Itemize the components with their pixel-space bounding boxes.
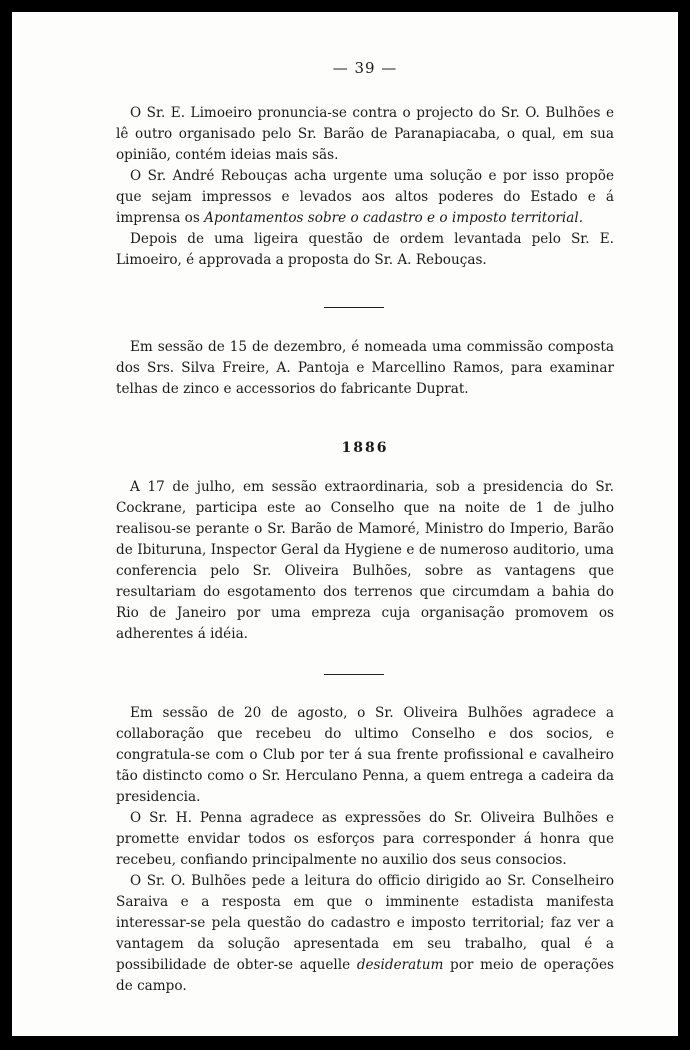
section-first (116, 103, 614, 271)
section-second (116, 337, 614, 400)
page-number: — 39 — (332, 59, 398, 77)
paragraph-conference: A 17 de julho, em sessão extraordinaria, sob a presidencia do Sr. Cockrane, participa este ao Conselho que na noite de 1 de julho realisou-se perante o Sr. Barão de Mamoré, Ministro do Imperio, Barão de Ibituruna, Inspector Geral da Hygiene e de numeroso auditorio, uma conferencia pelo Sr. Oliveira Bulhões, sobre as vantagens que resultariam do esgotamento dos terrenos que circumdam a bahia do Rio de Janeiro por uma empreza cuja organisação promovem os adherentes á idéia. (116, 479, 614, 642)
paragraph-limoeiro: O Sr. E. Limoeiro pronuncia-se contra o projecto do Sr. O. Bulhões e lê outro organisado pelo Sr. Barão de Paranapiacaba, o qual, em sua opinião, contém ideias mais sãs. (116, 105, 614, 163)
document-page (12, 12, 678, 1036)
section-divider (324, 307, 384, 308)
paragraph-saraiva-text: O Sr. O. Bulhões pede a leitura do officio dirigido ao Sr. Conselheiro Saraiva e a resposta em que o imminente estadista manifesta interessar-se pela questão do cadastro e imposto territorial; faz ver a vantagem da solução apresentada em seu trabalho, qual é a possibilidade de obter-se aquelle (116, 873, 614, 973)
section-third (116, 477, 614, 645)
paragraph-penna: O Sr. H. Penna agradece as expressões do Sr. Oliveira Bulhões e promette envidar todos os esforços para corresponder á honra que recebeu, confiando principalmente no auxilio dos seus consocios. (116, 810, 614, 868)
desideratum-term: desideratum (356, 957, 444, 973)
paragraph-commission: Em sessão de 15 de dezembro, é nomeada uma commissão composta dos Srs. Silva Freire, A. Pantoja e Marcellino Ramos, para examinar telhas de zinco e accessorios do fabricante Duprat. (116, 339, 614, 397)
section-divider-2 (324, 674, 384, 675)
paragraph-saraiva (116, 871, 614, 997)
paragraph-reboucas-text: O Sr. André Rebouças acha urgente uma solução e por isso propõe que sejam impressos e levados aos altos poderes do Estado e á imprensa os (116, 168, 614, 226)
paragraph-bulhoes-thanks: Em sessão de 20 de agosto, o Sr. Oliveira Bulhões agradece a collaboração que recebeu do ultimo Conselho e dos socios, e congratula-se com o Club por ter á sua frente profissional e cavalheiro tão distincto como o Sr. Herculano Penna, a quem entrega a cadeira da presidencia. (116, 705, 614, 805)
paragraph-saraiva-end: por meio de operações de campo. (116, 957, 615, 994)
section-fourth (116, 703, 614, 997)
paragraph-reboucas (116, 166, 614, 229)
year-heading: 1886 (341, 440, 389, 456)
paragraph-approval: Depois de uma ligeira questão de ordem levantada pelo Sr. E. Limoeiro, é approvada a proposta do Sr. A. Rebouças. (116, 231, 614, 268)
apontamentos-title: Apontamentos sobre o cadastro e o imposto territorial. (204, 210, 584, 226)
